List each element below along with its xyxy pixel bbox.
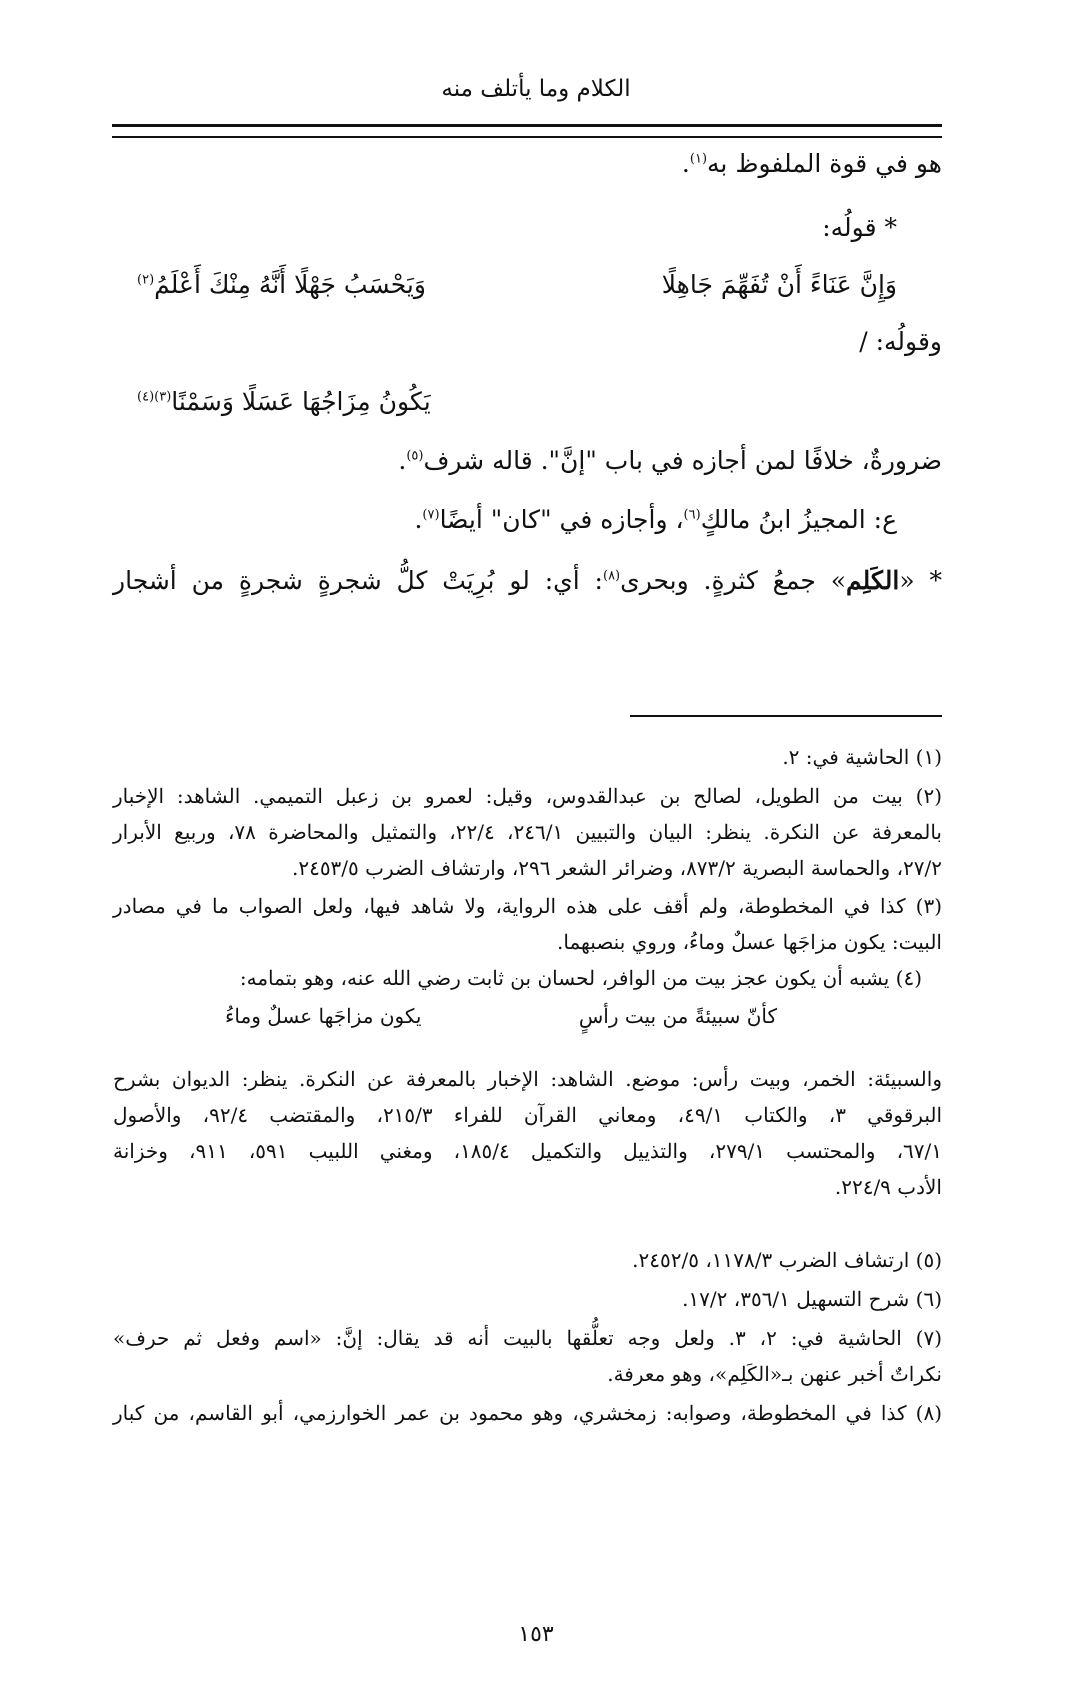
header-rule-thick	[112, 124, 942, 127]
footnote-ref: (٨)	[602, 568, 621, 584]
footnote-4-intro: (٤) يشبه أن يكون عجز بيت من الوافر، لحسان بن ثابت رضي الله عنه، وهو بتمامه:	[239, 966, 922, 990]
text-line-1: هو في قوة الملفوظ به$^{(١)}$.	[681, 149, 942, 178]
header-rule-thin	[112, 136, 942, 138]
footnote-ref: (٣)(٤)	[137, 389, 172, 405]
text-line-8: * «الكَلِم» جمعُ كثرةٍ. وبحرى$^{(٨)}$: أي: لو بُرِيَتْ كلُّ شجرةٍ شجرةٍ من أشجار	[113, 566, 943, 595]
footnote-1: (١) الحاشية في: ٢.	[782, 745, 942, 769]
verse-1-second-hemistich: وَيَحْسَبُ جَهْلًا أَنَّهُ مِنْكَ أَعْلَمُ$^{(٢)}$	[137, 270, 426, 299]
footnote-8: (٨) كذا في المخطوطة، وصوابه: زمخشري، وهو محمود بن عمر الخوارزمي، أبو القاسم، من كبار	[113, 1401, 942, 1425]
footnote-3: (٣) كذا في المخطوطة، ولم أقف على هذه الرواية، ولا شاهد فيها، ولعل الصواب ما في مصادر البيت: يكون مزاجَها عسلٌ وماءُ، وروي بنصبهما.	[113, 894, 942, 954]
footnote-4-verse-first: كأنّ سبيئةً من بيت رأسٍ	[578, 1004, 777, 1028]
text-line-4: وقولُه: /	[859, 327, 942, 356]
footnote-7: (٧) الحاشية في: ٢، ٣. ولعل وجه تعلُّقها بالبيت أنه قد يقال: إنَّ: «اسم وفعل ثم حرف» نكراتٌ أخبر عنهن بـ«الكَلِم»، وهو معرفة.	[113, 1326, 943, 1386]
bold-term: الكَلِم	[846, 566, 900, 595]
footnote-2: (٢) بيت من الطويل، لصالح بن عبدالقدوس، وقيل: لعمرو بن زعبل التميمي. الشاهد: الإخبار بالمعرفة عن النكرة. ينظر: البيان والتبيين ٢٤٦/١، ٢٢/٤، والتمثيل والمحاضرة ٧٨، وربيع الأبرار ٢٧/٢، والحماسة البصرية ٨٧٣/٢، وضرائر الشعر ٢٩٦، وارتشاف الضرب ٢٤٥٣/٥.	[113, 784, 943, 880]
verse-2: يَكُونُ مِزَاجُهَا عَسَلًا وَسَمْنًا$^{(٣)(٤)}$	[137, 387, 431, 416]
footnote-ref: (٧)	[422, 507, 440, 523]
footnote-ref: (١)	[689, 151, 708, 167]
footnote-4-body: والسبيئة: الخمر، وبيت رأس: موضع. الشاهد: الإخبار بالمعرفة عن النكرة. ينظر: الديوان بشرح البرقوقي ٣، والكتاب ٤٩/١، ومعاني القرآن للفراء ٢١٥/٣، والمقتضب ٩٢/٤، والأصول ٦٧/١، والمحتسب ٢٧٩/١، والتذييل والتكميل ١٨٥/٤، ومغني اللبيب ٥٩١، ٩١١، وخزانة الأدب ٢٢٤/٩.	[113, 1067, 943, 1199]
verse-1-first-hemistich: وَإِنَّ عَنَاءً أَنْ تُفَهِّمَ جَاهِلًا	[661, 270, 897, 299]
running-header: الكلام وما يأتلف منه	[441, 76, 631, 102]
footnote-5: (٥) ارتشاف الضرب ١١٧٨/٣، ٢٤٥٢/٥.	[632, 1248, 942, 1272]
footnote-ref: (٥)	[406, 448, 424, 464]
text-line-6: ضرورةٌ، خلافًا لمن أجازه في باب "إنَّ". قاله شرف$^{(٥)}$.	[398, 446, 942, 475]
footnote-ref: (٢)	[137, 272, 155, 288]
footnote-ref: (٦)	[683, 507, 701, 523]
text-line-7: ع: المجيزُ ابنُ مالكٍ$^{(٦)}$، وأجازه في "كان" أيضًا$^{(٧)}$.	[414, 505, 897, 534]
text-line-2: * قولُه:	[822, 213, 897, 242]
footnote-4-verse-second: يكون مزاجَها عسلٌ وماءُ	[225, 1004, 422, 1028]
page-number: ١٥٣	[518, 1622, 554, 1647]
footnote-separator	[630, 715, 942, 717]
footnote-6: (٦) شرح التسهيل ٣٥٦/١، ١٧/٢.	[682, 1287, 942, 1311]
